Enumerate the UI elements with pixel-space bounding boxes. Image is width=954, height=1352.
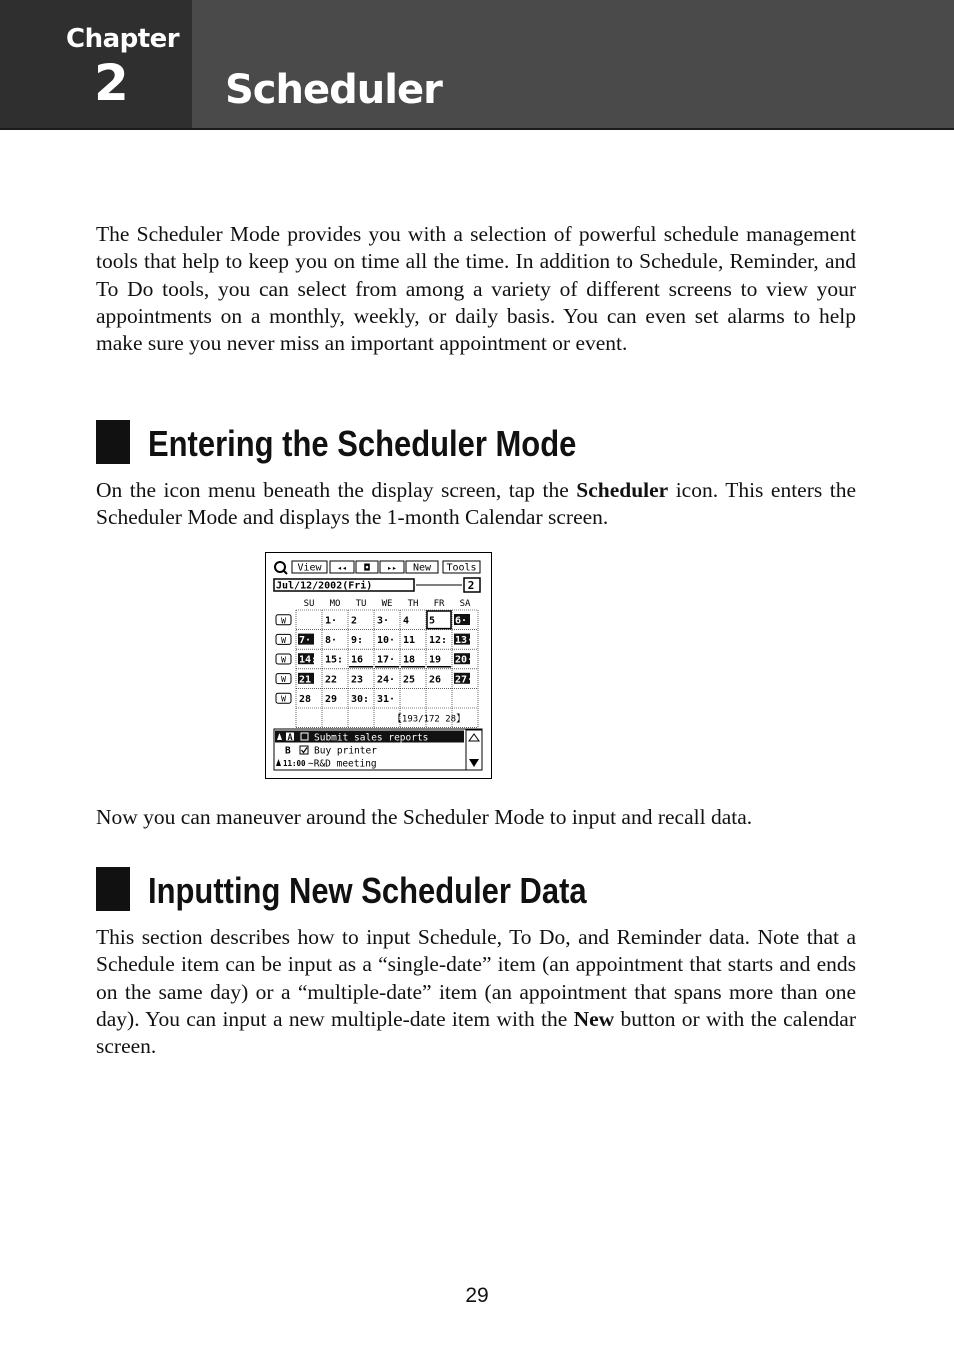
calendar-day-label: 3· <box>377 615 390 627</box>
calendar-day-label: 12: <box>429 635 448 647</box>
section-marker-icon <box>96 867 130 911</box>
entering-text-before: On the icon menu beneath the display screen, tap the <box>96 478 577 502</box>
next-button-label: ▸▸ <box>387 563 397 573</box>
calendar-day-label: 19 <box>429 654 442 666</box>
calendar-day-label: 22 <box>325 674 338 686</box>
calendar-day[interactable] <box>377 674 395 685</box>
weekday-label: SA <box>459 599 471 609</box>
calendar-day-label: 28 <box>299 693 312 705</box>
scheduler-keyword: Scheduler <box>576 478 669 502</box>
list-item-text: Submit sales reports <box>314 732 429 744</box>
date-field[interactable] <box>274 579 414 592</box>
week-view-icon[interactable] <box>276 634 291 645</box>
list-scrollbar[interactable] <box>466 730 482 770</box>
schedule-time-label: 11:00 <box>283 759 306 768</box>
week-view-icon-label: W <box>281 694 286 704</box>
priority-a-label: A <box>287 733 293 743</box>
calendar-day-label: 14: <box>299 654 318 666</box>
calendar-day[interactable] <box>427 655 451 667</box>
week-view-icon-label: W <box>281 675 286 685</box>
chapter-box <box>0 0 192 128</box>
calendar-day-label: 13· <box>455 635 474 647</box>
next-button[interactable] <box>380 561 404 573</box>
calendar-day-label: 21 <box>299 674 312 686</box>
chapter-number: 2 <box>94 54 129 112</box>
new-keyword: New <box>573 1006 615 1031</box>
calendar-day-label: 2 <box>351 615 358 627</box>
calendar-day[interactable] <box>298 634 314 647</box>
previous-button[interactable] <box>330 561 354 573</box>
page-title: Scheduler <box>225 67 442 113</box>
calendar-day[interactable] <box>454 673 473 686</box>
calendar-day-label: 11 <box>403 635 416 647</box>
priority-b-label: B <box>285 745 291 757</box>
calendar-day[interactable] <box>351 674 363 685</box>
calendar-screen-svg <box>266 553 491 778</box>
calendar-day-label: 18 <box>403 654 416 666</box>
weekday-label: WE <box>381 599 393 609</box>
view-button[interactable] <box>292 561 327 574</box>
calendar-day-label: 8· <box>325 635 338 647</box>
inputting-text-after: button or with the calendar screen. <box>96 1006 856 1059</box>
section-marker-icon <box>96 420 130 464</box>
calendar-day[interactable] <box>351 616 357 627</box>
calendar-day[interactable] <box>403 674 415 685</box>
calendar-day[interactable] <box>429 635 447 646</box>
calendar-day-label: 15: <box>325 654 344 666</box>
calendar-grid <box>276 610 478 728</box>
magnifier-icon[interactable] <box>275 562 287 574</box>
weekday-label: MO <box>329 599 341 609</box>
entering-text-after: icon. This enters the Scheduler Mode and displays the 1-month Calendar screen. <box>96 478 856 530</box>
list-item-text: Buy printer <box>314 745 377 757</box>
calendar-day[interactable] <box>454 614 470 627</box>
calendar-day[interactable] <box>325 655 343 666</box>
week-view-icon[interactable] <box>276 693 291 704</box>
calendar-day[interactable] <box>325 674 337 685</box>
calendar-day-label: 20· <box>455 654 474 666</box>
weekday-label: TH <box>407 599 419 609</box>
calendar-day[interactable] <box>299 694 311 705</box>
calendar-day-label: 25 <box>403 674 416 686</box>
chapter-banner <box>0 0 954 130</box>
entry-count-badge <box>464 578 480 592</box>
entry-counter: 【193/172 28】 <box>392 714 466 725</box>
calendar-day-label: 6· <box>455 615 468 627</box>
week-view-icon[interactable] <box>276 674 291 685</box>
weekday-label: SU <box>303 599 315 609</box>
home-button-label: ◘ <box>364 563 370 574</box>
calendar-day[interactable] <box>377 616 389 627</box>
week-view-icon-label: W <box>281 635 286 645</box>
calendar-day-label: 29 <box>325 693 338 705</box>
new-button[interactable] <box>406 561 438 574</box>
section-title: Inputting New Scheduler Data <box>148 870 587 911</box>
week-view-icon[interactable] <box>276 615 291 626</box>
calendar-day-label: 7· <box>299 635 312 647</box>
entry-count-label: 2 <box>467 579 475 592</box>
calendar-day[interactable] <box>377 635 395 646</box>
calendar-day-label: 31· <box>377 693 396 705</box>
calendar-day[interactable] <box>403 616 409 627</box>
date-field-label: Jul/12/2002(Fri) <box>276 580 373 592</box>
entering-paragraph <box>96 477 856 532</box>
calendar-day-label: 23 <box>351 674 364 686</box>
weekday-label: TU <box>355 599 367 609</box>
inputting-paragraph <box>96 924 856 1060</box>
week-view-icon[interactable] <box>276 654 291 665</box>
calendar-day[interactable] <box>429 674 441 685</box>
previous-button-label: ◂◂ <box>337 563 347 573</box>
calendar-day[interactable] <box>375 655 399 667</box>
chapter-label: Chapter <box>66 24 180 54</box>
calendar-day[interactable] <box>351 635 363 646</box>
calendar-day-label: 17· <box>377 654 396 666</box>
week-view-icon-label: W <box>281 616 286 626</box>
view-button-label: View <box>297 562 322 574</box>
tools-button-label: Tools <box>446 562 477 574</box>
maneuver-paragraph: Now you can maneuver around the Scheduler Mode to input and recall data. <box>96 805 753 829</box>
calendar-day[interactable] <box>325 694 337 705</box>
intro-paragraph: The Scheduler Mode provides you with a selection of powerful schedule management tools that help to keep you on time all the time. In addition to Schedule, Reminder, and To Do tools, you can select from among a variety of different screens to view your appointments on a monthly, weekly, or daily basis. You can even set alarms to help make sure you never miss an important appointment or event. <box>96 222 856 356</box>
calendar-day[interactable] <box>454 653 473 666</box>
calendar-day[interactable] <box>325 616 337 627</box>
calendar-day-label: 30: <box>351 693 370 705</box>
calendar-day-label: 1· <box>325 615 338 627</box>
item-list <box>274 729 482 770</box>
calendar-day-label: 9: <box>351 635 364 647</box>
calendar-day[interactable] <box>403 635 415 646</box>
inputting-text-before: This section describes how to input Schedule, To Do, and Reminder data. Note that a Schedule item can be input as a “single-date” item (an appointment that starts and ends on the same day) or a “multiple-date” item (an appointment that spans more than one day). You can input a new multiple-date item with the <box>96 925 856 1031</box>
calendar-day-label: 27· <box>455 674 474 686</box>
calendar-screenshot <box>265 552 492 779</box>
calendar-day-label: 5 <box>429 615 436 627</box>
week-view-icon-label: W <box>281 655 286 665</box>
calendar-day-label: 24· <box>377 674 396 686</box>
calendar-day[interactable] <box>401 655 425 667</box>
section-title: Entering the Scheduler Mode <box>148 423 577 464</box>
calendar-day[interactable] <box>427 611 451 629</box>
weekday-row <box>304 599 471 609</box>
calendar-day[interactable] <box>454 634 473 647</box>
list-item-schedule[interactable] <box>276 759 377 770</box>
new-button-label: New <box>412 562 432 574</box>
tools-button[interactable] <box>443 561 480 574</box>
weekday-label: FR <box>433 599 445 609</box>
calendar-day-label: 4 <box>403 615 410 627</box>
calendar-day[interactable] <box>349 655 373 667</box>
calendar-day[interactable] <box>351 694 369 705</box>
calendar-day[interactable] <box>298 673 314 686</box>
calendar-day-label: 10· <box>377 635 396 647</box>
calendar-day-label: 26 <box>429 674 442 686</box>
home-button[interactable] <box>356 561 378 574</box>
list-item-text: ~R&D meeting <box>308 758 377 770</box>
calendar-day-label: 16 <box>351 654 364 666</box>
page-number: 29 <box>465 1284 489 1307</box>
calendar-day[interactable] <box>325 635 337 646</box>
calendar-day[interactable] <box>377 694 395 705</box>
calendar-day[interactable] <box>298 653 317 666</box>
